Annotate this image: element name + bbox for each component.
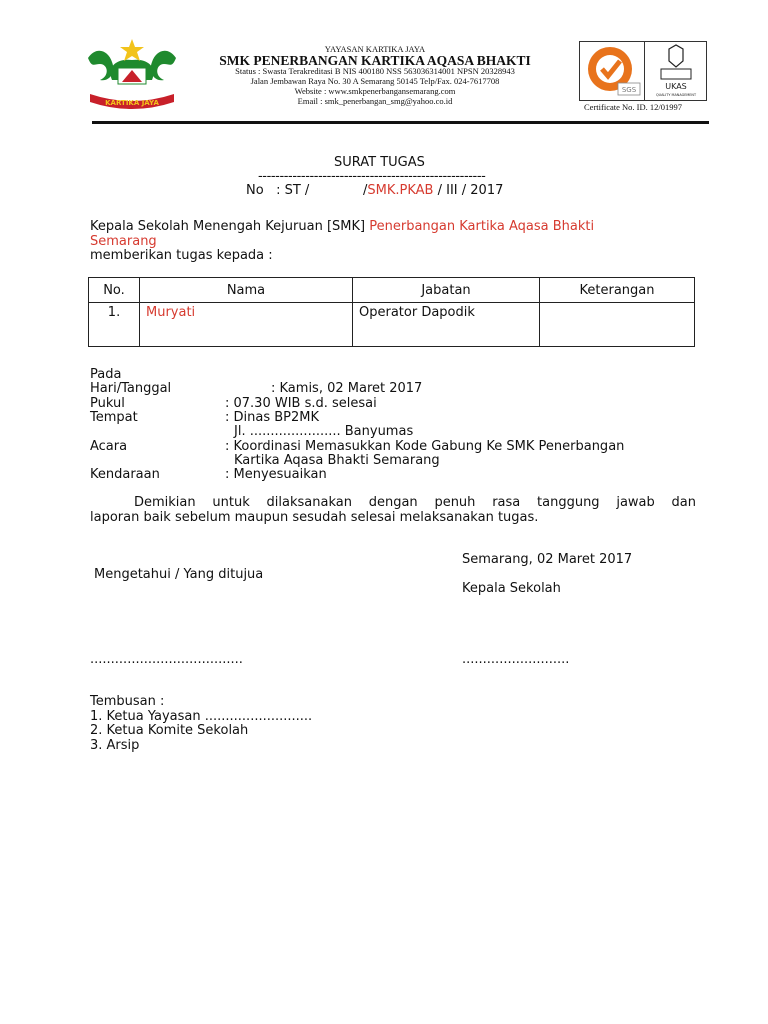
cell-nama: Muryati	[140, 303, 353, 347]
website-line: Website : www.smkpenerbangansemarang.com	[294, 86, 456, 96]
tempat-label: Tempat	[90, 410, 138, 425]
header-no: No.	[89, 278, 140, 303]
number-suffix: / III / 2017	[437, 183, 504, 198]
ukas-text: UKAS	[665, 82, 687, 91]
left-signature-line: .....................................	[90, 652, 243, 667]
acara-label: Acara	[90, 439, 128, 454]
certificate-number: Certificate No. ID. 12/01997	[584, 102, 682, 112]
status-line: Status : Swasta Terakreditasi B NIS 400180 NSS 563036314001 NPSN 20328943	[235, 66, 515, 76]
title-dash-line: -----------------------------------------------------	[258, 169, 486, 184]
kartika-jaya-logo-icon	[82, 36, 182, 116]
cell-no: 1.	[89, 303, 140, 347]
cell-jabatan: Operator Dapodik	[353, 303, 540, 347]
email-line: Email : smk_penerbangan_smg@yahoo.co.id	[297, 96, 453, 106]
closing-line-1: Demikian untuk dilaksanakan dengan penuh rasa tanggung jawab dan	[134, 495, 696, 510]
place-date: Semarang, 02 Maret 2017	[462, 552, 633, 567]
tempat-value-2: Jl. ...................... Banyumas	[234, 424, 414, 439]
sgs-logo-icon	[582, 43, 644, 99]
ukas-subtext: QUALITY MANAGEMENT	[655, 93, 697, 97]
pada-label: Pada	[90, 367, 122, 382]
cell-keterangan	[540, 303, 695, 347]
school-name: SMK PENERBANGAN KARTIKA AQASA BHAKTI	[219, 53, 531, 68]
table-row	[89, 303, 695, 347]
hari-value: : Kamis, 02 Maret 2017	[271, 381, 423, 396]
list-item: 1. Ketua Yayasan ..........................	[90, 708, 313, 724]
foundation-name: YAYASAN KARTIKA JAYA	[324, 44, 426, 54]
number-prefix: No : ST / /	[246, 183, 368, 198]
kendaraan-label: Kendaraan	[90, 467, 160, 482]
ukas-logo-icon	[647, 43, 705, 99]
tempat-value: : Dinas BP2MK	[225, 410, 320, 425]
intro-paragraph	[90, 220, 700, 264]
header-jabatan: Jabatan	[353, 278, 540, 303]
letter-number	[246, 184, 503, 199]
number-code: SMK.PKAB	[367, 183, 434, 198]
right-signature-line: ..........................	[462, 652, 570, 667]
assignment-table	[88, 277, 695, 347]
intro-text: Kepala Sekolah Menengah Kejuruan [SMK]	[90, 219, 366, 234]
right-signature-title: Kepala Sekolah	[462, 581, 561, 596]
left-signature-title: Mengetahui / Yang ditujua	[94, 567, 264, 582]
pukul-label: Pukul	[90, 396, 125, 411]
table-header-row	[89, 278, 695, 303]
letterhead-divider	[92, 121, 709, 124]
logo-banner-text: KARTIKA JAYA	[105, 99, 159, 107]
closing-line-2: laporan baik sebelum maupun sesudah selesai melaksanakan tugas.	[90, 510, 539, 525]
list-item: 3. Arsip	[90, 737, 140, 753]
letter-title: SURAT TUGAS	[334, 155, 425, 170]
tembusan-title: Tembusan :	[90, 694, 165, 709]
intro-city: Semarang	[90, 233, 157, 249]
acara-value: : Koordinasi Memasukkan Kode Gabung Ke SMK Penerbangan	[225, 439, 625, 454]
pukul-value: : 07.30 WIB s.d. selesai	[225, 396, 377, 411]
kendaraan-value: : Menyesuaikan	[225, 467, 327, 482]
acara-value-2: Kartika Aqasa Bhakti Semarang	[234, 453, 440, 468]
intro-line2: memberikan tugas kepada :	[90, 248, 273, 263]
list-item: 2. Ketua Komite Sekolah	[90, 723, 249, 738]
header-nama: Nama	[140, 278, 353, 303]
address-line: Jalan Jembawan Raya No. 30 A Semarang 50145 Telp/Fax. 024-7617708	[250, 76, 500, 86]
intro-school-name: Penerbangan Kartika Aqasa Bhakti	[369, 219, 595, 234]
sgs-text: SGS	[621, 86, 637, 94]
header-keterangan: Keterangan	[540, 278, 695, 303]
certification-box	[579, 41, 707, 101]
hari-label: Hari/Tanggal	[90, 381, 172, 396]
tembusan-list	[90, 695, 312, 753]
